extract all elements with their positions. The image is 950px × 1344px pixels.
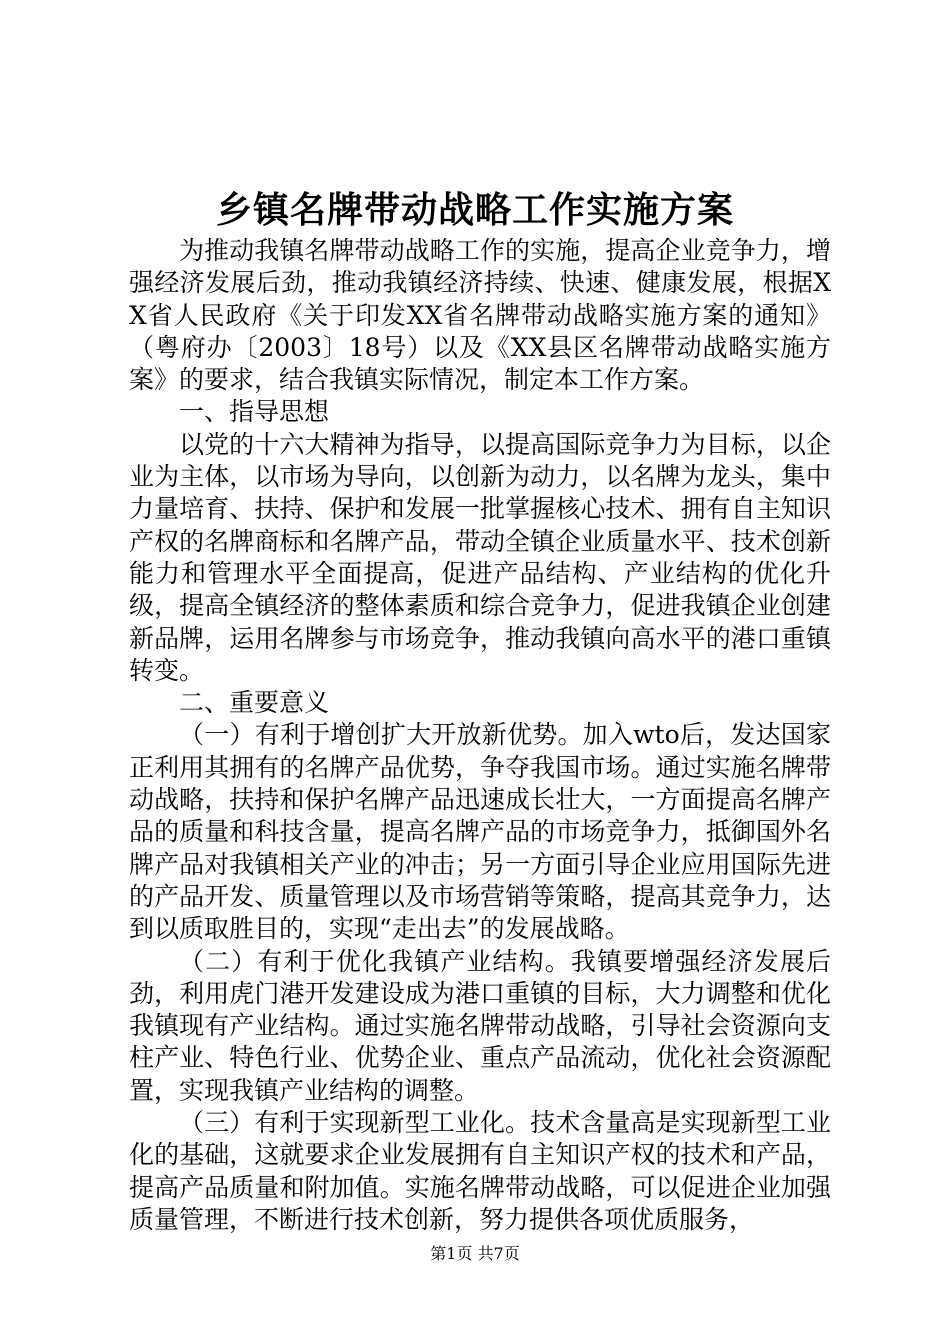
significance-paragraph-3: （三）有利于实现新型工业化。技术含量高是实现新型工业化的基础，这就要求企业发展拥有自主知识产权的技术和产品，提高产品质量和附加值。实施名牌带动战略，可以促进企业加强质量管理，不断进行技术创新，努力提供各项优质服务， xyxy=(129,1108,831,1234)
intro-paragraph: 为推动我镇名牌带动战略工作的实施，提高企业竞争力，增强经济发展后劲，推动我镇经济持续、快速、健康发展，根据XX省人民政府《关于印发XX省名牌带动战略实施方案的通知》（粤府办〔2003〕18号）以及《XX县区名牌带动战略实施方案》的要求，结合我镇实际情况，制定本工作方案。 xyxy=(129,236,831,395)
document-body xyxy=(129,235,831,1236)
significance-paragraph-1: （一）有利于增创扩大开放新优势。加入wto后，发达国家正利用其拥有的名牌产品优势，争夺我国市场。通过实施名牌带动战略，扶持和保护名牌产品迅速成长壮大，一方面提高名牌产品的质量和科技含量，提高名牌产品的市场竞争力，抵御国外名牌产品对我镇相关产业的冲击；另一方面引导企业应用国际先进的产品开发、质量管理以及市场营销等策略，提高其竞争力，达到以质取胜目的，实现“走出去”的发展战略。 xyxy=(129,720,831,944)
significance-paragraph-2: （二）有利于优化我镇产业结构。我镇要增强经济发展后劲，利用虎门港开发建设成为港口重镇的目标，大力调整和优化我镇现有产业结构。通过实施名牌带动战略，引导社会资源向支柱产业、特色行业、优势企业、重点产品流动，优化社会资源配置，实现我镇产业结构的调整。 xyxy=(129,946,831,1105)
document-title: 乡镇名牌带动战略工作实施方案 xyxy=(215,189,734,231)
section-heading-significance: 二、重要意义 xyxy=(179,688,330,718)
section-heading-guiding-ideology: 一、指导思想 xyxy=(179,397,330,427)
page-number-footer: 第1页 共7页 xyxy=(430,1244,520,1263)
guiding-ideology-paragraph: 以党的十六大精神为指导，以提高国际竞争力为目标，以企业为主体，以市场为导向，以创新为动力，以名牌为龙头，集中力量培育、扶持、保护和发展一批掌握核心技术、拥有自主知识产权的名牌商标和名牌产品，带动全镇企业质量水平、技术创新能力和管理水平全面提高，促进产品结构、产业结构的优化升级，提高全镇经济的整体素质和综合竞争力，促进我镇企业创建新品牌，运用名牌参与市场竞争，推动我镇向高水平的港口重镇转变。 xyxy=(129,429,831,685)
